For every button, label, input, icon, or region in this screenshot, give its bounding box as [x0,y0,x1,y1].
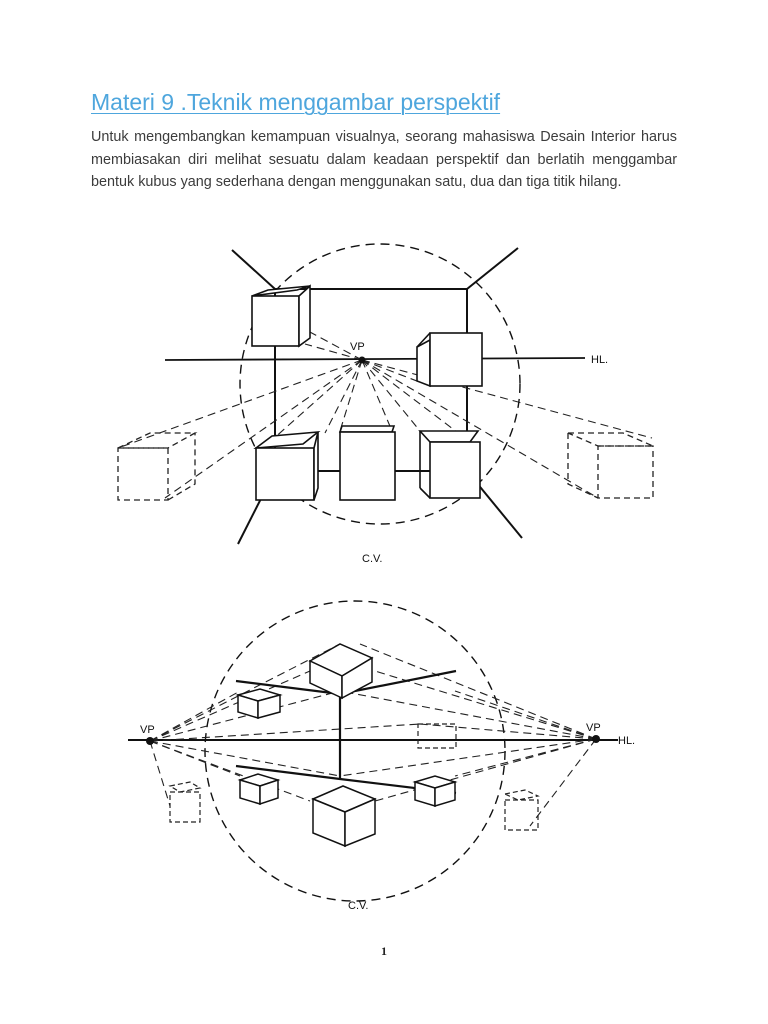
vp-label: VP [350,341,365,353]
two-point-perspective-figure [0,596,768,926]
left-vanishing-point-dot [146,737,154,745]
cv-label: C.V. [362,553,383,565]
vp-left-label: VP [140,724,155,736]
intro-paragraph: Untuk mengembangkan kemampuan visualnya, seorang mahasiswa Desain Interior harus membiasakan diri melihat sesuatu dalam keadaan perspektif dan berlatih menggambar bentuk kubus yang sederhana dengan menggunakan satu, dua dan tiga titik hilang. [91,129,677,190]
page-number: 1 [381,944,387,958]
hl-label: HL. [618,735,636,747]
cone-of-vision-circle [205,601,505,901]
page-title: Materi 9 .Teknik menggambar perspektif [91,89,501,115]
cv-label: C.V. [348,900,369,912]
one-point-perspective-figure [0,226,768,576]
hl-label: HL. [591,354,609,366]
horizon-line [165,358,585,360]
vanishing-point-dot [359,357,366,364]
right-vanishing-point-dot [592,735,600,743]
vp-right-label: VP [586,722,601,734]
